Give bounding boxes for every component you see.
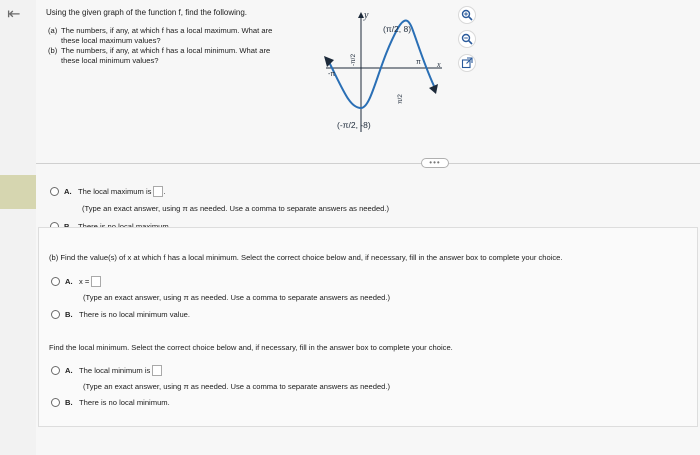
radio-button[interactable]	[51, 277, 60, 286]
part-c-option-a-note: (Type an exact answer, using π as needed. Use a comma to separate answers as needed.)	[83, 382, 391, 391]
section-divider	[36, 163, 700, 164]
part-a-label: (a)	[48, 26, 58, 35]
max-point-label: (π/2, 8)	[383, 24, 412, 34]
neg-pi-tick-label: -π	[328, 71, 336, 78]
radio-button[interactable]	[51, 398, 60, 407]
left-rail	[0, 0, 36, 455]
part-b-label: (b)	[48, 46, 58, 55]
question-parts	[48, 26, 278, 66]
option-letter: A.	[65, 366, 73, 375]
question-intro: Using the given graph of the function f, find the following.	[46, 8, 248, 17]
part-a-text: The numbers, if any, at which f has a local maximum. What are these local maximum values?	[61, 26, 273, 45]
graph-tools	[458, 6, 476, 72]
highlight-band	[0, 175, 36, 209]
radio-button[interactable]	[51, 310, 60, 319]
half-pi-tick-label: π/2	[397, 94, 404, 104]
question-part-b	[48, 46, 278, 66]
x-axis-label: x	[437, 60, 441, 69]
part-c-option-a[interactable]	[51, 365, 162, 376]
popout-icon	[461, 57, 473, 69]
min-point-label: (-π/2, -8)	[337, 120, 371, 130]
option-letter: A.	[65, 277, 73, 286]
option-text: There is no local minimum value.	[79, 310, 190, 319]
answer-box[interactable]	[152, 365, 162, 376]
radio-button[interactable]	[51, 366, 60, 375]
answer-box[interactable]	[91, 276, 101, 287]
answer-panel	[38, 227, 698, 427]
radio-button[interactable]	[50, 187, 59, 196]
function-graph	[286, 4, 446, 144]
part-c-prompt: Find the local minimum. Select the correct choice below and, if necessary, fill in the answer box to complete your choice.	[49, 343, 453, 352]
back-arrow-icon[interactable]: ⇤	[7, 4, 21, 23]
zoom-in-icon	[461, 9, 473, 21]
zoom-out-button[interactable]	[458, 30, 476, 48]
answer-box[interactable]	[153, 186, 163, 197]
part-c-option-b[interactable]	[51, 398, 170, 407]
curve-left-arrow-icon	[324, 56, 334, 67]
part-b-text: The numbers, if any, at which f has a local minimum. What are these local minimum values?	[61, 46, 271, 65]
expand-more-button[interactable]: •••	[421, 158, 449, 168]
option-text: x =	[79, 277, 90, 286]
part-b-option-a[interactable]	[51, 276, 101, 287]
popout-button[interactable]	[458, 54, 476, 72]
part-b-option-a-note: (Type an exact answer, using π as needed. Use a comma to separate answers as needed.)	[83, 293, 391, 302]
option-text: There is no local minimum.	[79, 398, 170, 407]
zoom-out-icon	[461, 33, 473, 45]
part-a-option-a-note: (Type an exact answer, using π as needed. Use a comma to separate answers as needed.)	[82, 204, 390, 213]
part-b-prompt: (b) Find the value(s) of x at which f has a local minimum. Select the correct choice below and, if necessary, fill in the answer box to complete your choice.	[49, 253, 563, 262]
option-text: The local maximum is	[78, 187, 152, 196]
question-part-a	[48, 26, 278, 46]
part-a-option-a[interactable]: A. The local maximum is .	[50, 186, 166, 197]
part-b-option-b[interactable]	[51, 310, 190, 319]
option-letter: A.	[64, 187, 72, 196]
option-text: The local minimum is	[79, 366, 151, 375]
zoom-in-button[interactable]	[458, 6, 476, 24]
pi-tick-label: π	[416, 59, 421, 66]
option-letter: B.	[65, 310, 73, 319]
y-axis-label: y	[364, 10, 369, 21]
question-page	[36, 0, 700, 455]
option-letter: B.	[65, 398, 73, 407]
neg-half-pi-tick-label: -π/2	[350, 53, 357, 66]
